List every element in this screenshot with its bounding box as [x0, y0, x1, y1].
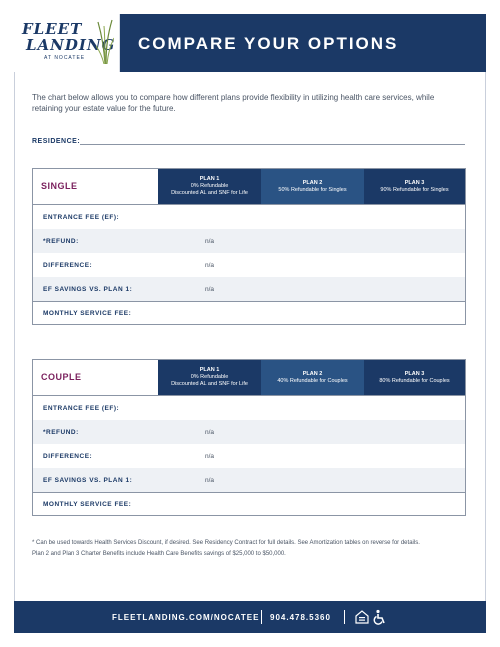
- logo: [14, 14, 120, 72]
- plan-title: PLAN 2: [302, 179, 323, 186]
- plan1-value: n/a: [204, 262, 215, 269]
- plan-title: PLAN 1: [199, 367, 220, 373]
- grass-icon: [96, 18, 114, 64]
- table-row: [33, 468, 465, 492]
- table-header-row: [33, 169, 465, 204]
- footer-divider: [344, 610, 345, 624]
- row-label: *REFUND:: [43, 429, 79, 436]
- plan1-header: [158, 169, 261, 204]
- plan-title: PLAN 2: [302, 370, 323, 377]
- intro-text: The chart below allows you to compare how different plans provide flexibility in utilizing health care services, while retaining your estate value for the future.: [32, 93, 435, 113]
- residence-field[interactable]: [80, 144, 465, 145]
- single-table: [32, 168, 466, 325]
- table-row: [33, 229, 465, 253]
- plan3-header: [364, 360, 465, 395]
- row-label: EF SAVINGS VS. PLAN 1:: [43, 286, 133, 293]
- accessibility-icon: [372, 609, 388, 625]
- plan-desc: 0% Refundable: [190, 183, 229, 189]
- plan-title: PLAN 3: [404, 370, 425, 377]
- footer-website-link[interactable]: FLEETLANDING.COM/NOCATEE: [112, 613, 260, 622]
- plan3-header: [364, 169, 465, 204]
- plan1-value: n/a: [204, 286, 215, 293]
- plan-desc2: Discounted AL and SNF for Life: [171, 190, 248, 196]
- footnote: [32, 538, 472, 560]
- table-row: [33, 277, 465, 301]
- footer-divider: [261, 610, 262, 624]
- footnote-line1: * Can be used towards Health Services Discount, if desired. See Residency Contract for full details. See Amortization tables on reverse for details.: [32, 540, 420, 546]
- plan-title: PLAN 1: [199, 176, 220, 182]
- plan-desc: 80% Refundable for Couples: [379, 377, 450, 384]
- table-label: COUPLE: [41, 372, 82, 382]
- plan1-value: n/a: [204, 429, 215, 436]
- row-label: DIFFERENCE:: [43, 262, 93, 269]
- row-label: MONTHLY SERVICE FEE:: [43, 501, 132, 508]
- footer-phone-link[interactable]: 904.478.5360: [270, 613, 331, 622]
- plan-desc: 0% Refundable: [190, 374, 229, 380]
- plan1-value: n/a: [204, 238, 215, 245]
- plan1-value: n/a: [204, 477, 215, 484]
- logo-sub: AT NOCATEE: [44, 55, 86, 61]
- plan-desc: 40% Refundable for Couples: [277, 377, 348, 384]
- table-row: [33, 301, 465, 325]
- row-label: DIFFERENCE:: [43, 453, 93, 460]
- plan2-header: [261, 360, 364, 395]
- row-label: EF SAVINGS VS. PLAN 1:: [43, 477, 133, 484]
- row-label: ENTRANCE FEE (EF):: [43, 214, 120, 221]
- table-row: [33, 253, 465, 277]
- row-label: MONTHLY SERVICE FEE:: [43, 310, 132, 317]
- plan-title: PLAN 3: [404, 179, 425, 186]
- plan-desc: 50% Refundable for Singles: [278, 186, 347, 193]
- page-title: COMPARE YOUR OPTIONS: [138, 34, 399, 53]
- table-row: [33, 205, 465, 229]
- logo-line2: LANDING: [26, 36, 116, 54]
- couple-table: [32, 359, 466, 516]
- residence-label: RESIDENCE:: [32, 138, 81, 145]
- table-header-row: [33, 360, 465, 395]
- plan-desc2: Discounted AL and SNF for Life: [171, 381, 248, 387]
- logo-line1: FLEET: [22, 20, 83, 38]
- table-label: SINGLE: [41, 181, 78, 191]
- plan-desc: 90% Refundable for Singles: [380, 186, 449, 193]
- table-row: [33, 492, 465, 516]
- table-row: [33, 444, 465, 468]
- plan1-header: [158, 360, 261, 395]
- plan1-value: n/a: [204, 453, 215, 460]
- row-label: *REFUND:: [43, 238, 79, 245]
- row-label: ENTRANCE FEE (EF):: [43, 405, 120, 412]
- plan2-header: [261, 169, 364, 204]
- equal-housing-icon: [355, 610, 369, 624]
- footnote-line2: Plan 2 and Plan 3 Charter Benefits include Health Care Benefits savings of $25,000 to $50,000.: [32, 551, 286, 557]
- table-row: [33, 396, 465, 420]
- table-row: [33, 420, 465, 444]
